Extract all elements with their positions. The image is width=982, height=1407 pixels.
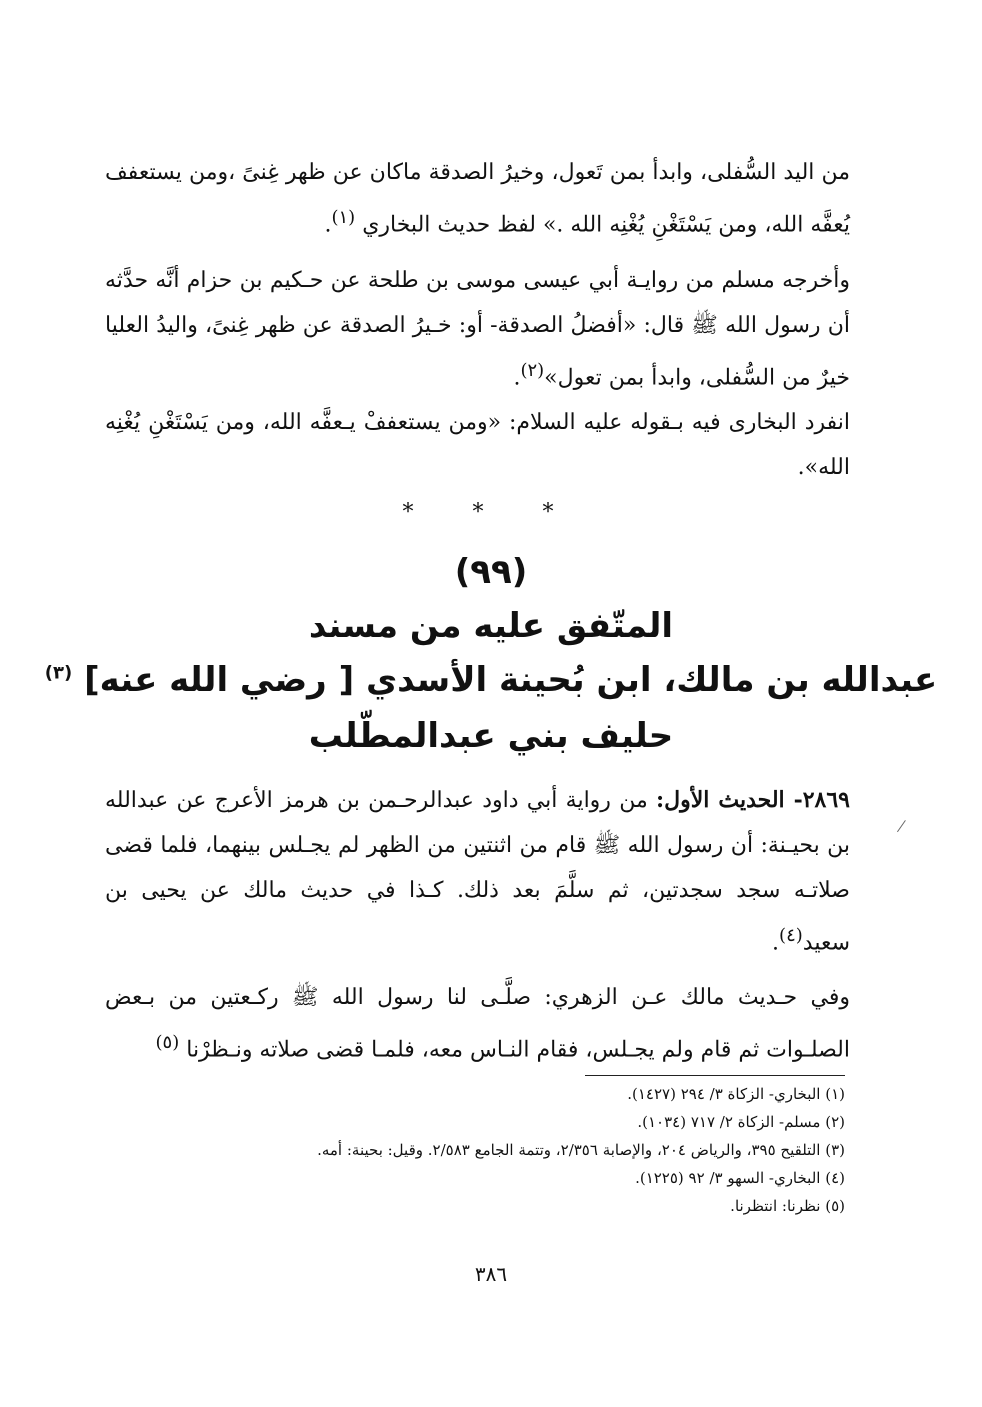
footnote-item: (١) البخاري- الزكاة ٣/ ٢٩٤ (١٤٢٧). xyxy=(627,1085,845,1103)
hadith-label: ٢٨٦٩- الحديث الأول: xyxy=(656,787,850,813)
paragraph-text: انفرد البخارى فيه بـقوله عليه السلام: «ومن يستعففْ يـعفَّه الله، ومن يَسْتَغْنِ يُغْنِه الله». xyxy=(105,410,850,480)
footnote-item: (٢) مسلم- الزكاة ٢/ ٧١٧ (١٠٣٤). xyxy=(637,1113,845,1131)
section-title-line3: حليف بني عبدالمطّلب xyxy=(308,716,674,756)
footnote-item: (٥) نظرنا: انتظرنا. xyxy=(730,1197,845,1215)
section-title-text: عبدالله بن مالك، ابن بُحينة الأسدي [ رضي الله عنه] xyxy=(84,660,938,700)
footnote-item: (٤) البخاري- السهو ٣/ ٩٢ (١٢٢٥). xyxy=(635,1169,845,1187)
footnote-ref: (١) xyxy=(331,207,356,228)
footnote-ref: (٢) xyxy=(520,360,545,381)
section-title-line2 xyxy=(40,660,942,700)
section-title-line1: المتّفق عليه من مسند xyxy=(308,606,674,646)
paragraph-continuation xyxy=(105,150,850,247)
paragraph-text: وأخرجه مسلم من روايـة أبي عيسى موسى بن طلحة عن حـكيم بن حزام أنَّه حدَّثه أن رسول الله ﷺ قال: «أفضلُ الصدقة- أو: خـيرُ الصدقة عن ظهر غِنىً، واليدُ العليا خيرٌ من السُّفلى، وابدأ بمن تعول» xyxy=(105,268,851,391)
margin-mark xyxy=(897,820,914,838)
footnote-ref: (٤) xyxy=(779,925,803,946)
paragraph-end: . xyxy=(324,212,332,238)
paragraph-muslim xyxy=(105,258,850,400)
footnote-ref: (٣) xyxy=(44,662,73,684)
footnote-item: (٣) التلقيح ٣٩٥، والرياض ٢٠٤، والإصابة ٢/٣٥٦، وتتمة الجامع ٢/٥٨٣. وقيل: بحينة: أمه. xyxy=(317,1141,845,1159)
hadith-text: من رواية أبي داود عبدالرحـمن بن هرمز الأعرج عن عبدالله بن بحيـنة: أن رسول الله ﷺ قام من اثنتين من الظهر لم يجـلس بينهما، فلما قضى صلاتـه سجد سجدتين، ثم سلَّمَ بعد ذلك. كـذا في حديث مالك عن يحيى بن سعيد xyxy=(105,788,850,956)
paragraph-zuhri xyxy=(105,975,850,1072)
hadith-entry xyxy=(105,778,850,965)
page-number: ٣٨٦ xyxy=(474,1262,508,1286)
paragraph-bukhari-unique xyxy=(105,400,850,490)
footnote-ref: (٥) xyxy=(155,1032,180,1053)
paragraph-end: . xyxy=(513,365,521,391)
section-separator: * * * xyxy=(402,500,580,525)
paragraph-text: وفي حـديث مالك عـن الزهري: صلَّـى لنا رسول الله ﷺ ركـعتين من بـعض الصلـوات ثم قام ولم يجـلس، فقام النـاس معه، فلمـا قضى صلاته ونـظرْنا xyxy=(105,985,850,1063)
section-number: (٩٩) xyxy=(454,552,528,592)
paragraph-text: من اليد السُّفلى، وابدأ بمن تَعول، وخيرُ الصدقة ماكان عن ظهر غِنىً ،ومن يستعفف يُعفَّه الله، ومن يَسْتَغْنِ يُغْنِه الله .» لفظ حديث البخاري xyxy=(105,160,850,238)
paragraph-end: . xyxy=(772,930,780,956)
footnote-divider xyxy=(585,1075,845,1076)
footnotes xyxy=(185,1080,845,1220)
